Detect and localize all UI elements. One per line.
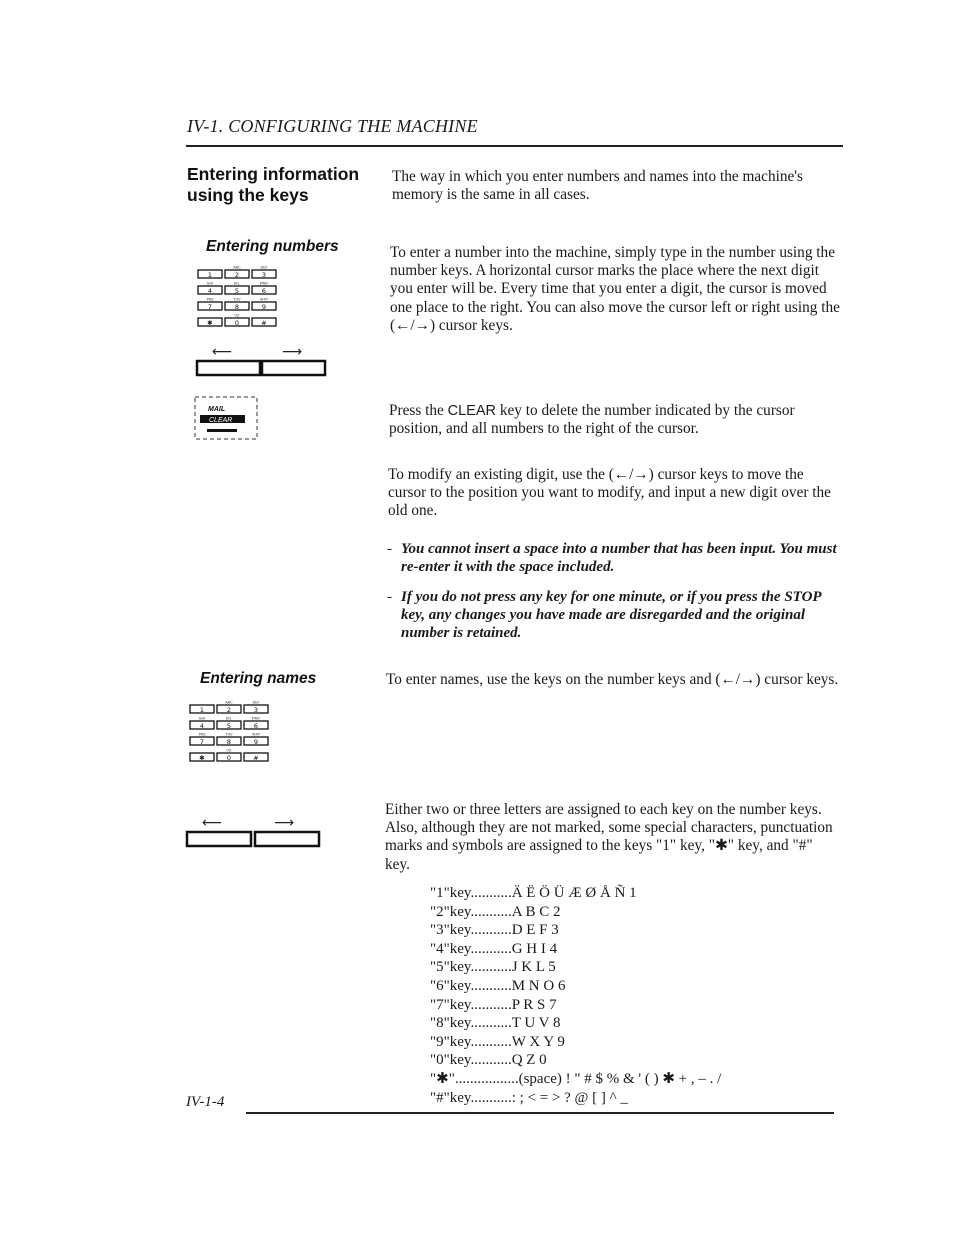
keypad-key-label: # (253, 754, 259, 762)
keypad-key-letters: DEF (260, 265, 268, 270)
leader-dots: ........... (470, 922, 512, 939)
mail-label: MAIL (208, 406, 226, 413)
key-character-table (430, 884, 850, 1107)
keypad-key-letters: JKL (234, 281, 240, 286)
key-characters: T U V 8 (511, 1015, 561, 1032)
keypad-key (252, 298, 276, 312)
left-arrow-icon: ⟵ (212, 344, 233, 360)
keypad-key-label: 6 (253, 722, 259, 730)
key-characters: (space) ! " # $ % & ' ( ) ✱ + , – . / (518, 1070, 722, 1087)
keypad-key-label: 6 (261, 287, 267, 295)
entering-names-title: Entering names (200, 670, 317, 687)
keypad-key-label: 1 (207, 271, 213, 279)
keypad-key-letters: OZ (234, 313, 240, 318)
key-characters: Q Z 0 (511, 1052, 547, 1069)
right-cursor-key (255, 832, 319, 846)
leader-dots: ........... (470, 903, 512, 920)
note-2: - If you do not press any key for one minute, or if you press the STOP key, any changes you have made are disregarded and the original number is retained. (387, 589, 822, 641)
numbers-paragraph-2: Press the CLEAR key to delete the number indicated by the cursor position, and all numbers to the right of the cursor. (389, 402, 795, 438)
page-number: IV-1-4 (186, 1094, 225, 1110)
clear-key-name: CLEAR (447, 403, 496, 419)
key-name: "7"key (430, 996, 471, 1013)
keypad-key (217, 733, 241, 747)
keypad-key-letters: GHI (198, 716, 206, 721)
keypad-key-label: 0 (234, 319, 240, 327)
keypad-key (244, 753, 268, 762)
key-name: "2"key (430, 903, 471, 920)
leader-dots: ........... (470, 1015, 512, 1032)
left-arrow-icon: ⟵ (202, 815, 223, 831)
keypad-key-letters: TUV (233, 297, 241, 302)
key-name: "✱" (430, 1070, 455, 1087)
keypad-key (244, 717, 268, 731)
cursor-keys-illustration (196, 344, 336, 380)
intro-paragraph: The way in which you enter numbers and names into the machine's memory is the same in all cases. (392, 168, 803, 204)
keypad-key-letters: PRS (206, 297, 214, 302)
key-table-row (430, 958, 850, 977)
keypad-key-letters: TUV (225, 732, 233, 737)
key-table-row (430, 1014, 850, 1033)
keypad-key-letters: ABC (233, 265, 241, 270)
names-paragraph-1: To enter names, use the keys on the number keys and (←/→) cursor keys. (386, 671, 839, 688)
keypad-key-letters: WXY (252, 732, 260, 737)
names-paragraph-2: Either two or three letters are assigned to each key on the number keys. Also, although they are not marked, some special characters, punctuation marks and symbols are assigned to the keys "1" key, "✱" key, and "#" key. (385, 801, 833, 873)
keypad-key-label: 9 (253, 738, 259, 746)
entering-numbers-title: Entering numbers (206, 238, 339, 255)
key-characters: J K L 5 (511, 959, 556, 976)
key-characters: M N O 6 (511, 977, 566, 994)
name-keypad-illustration (188, 697, 278, 767)
chapter-title: IV-1. CONFIGURING THE MACHINE (187, 116, 478, 136)
keypad-key-label: 9 (261, 303, 267, 311)
key-name: "6"key (430, 977, 471, 994)
keypad-key-label: 0 (226, 754, 232, 762)
keypad-key (190, 753, 214, 762)
keypad-key (252, 266, 276, 280)
keypad-key-label: ✱ (207, 319, 213, 327)
key-table-row (430, 1089, 850, 1108)
key-name: "3"key (430, 922, 471, 939)
keypad-key (244, 733, 268, 747)
key-table-row (430, 1051, 850, 1070)
key-name: "9"key (430, 1033, 471, 1050)
keypad-key-letters: GHI (206, 281, 214, 286)
keypad-key (244, 701, 268, 715)
key-characters: Ä Ë Ö Ü Æ Ø Å Ñ 1 (511, 885, 637, 901)
key-name: "5"key (430, 959, 471, 976)
keypad-key-letters: WXY (260, 297, 268, 302)
leader-dots: ........... (470, 977, 512, 994)
keypad-key (225, 314, 249, 328)
keypad-key-label: 4 (207, 287, 213, 295)
keypad-key (252, 282, 276, 296)
key-name: "8"key (430, 1015, 471, 1032)
keypad-key (225, 282, 249, 296)
name-cursor-keys-illustration (186, 815, 326, 851)
key-characters: P R S 7 (511, 996, 557, 1013)
section-title-line2: using the keys (187, 185, 309, 205)
keypad-key (217, 749, 241, 763)
key-name: "0"key (430, 1052, 471, 1069)
key-name: "#"key (430, 1089, 471, 1106)
keypad-key (252, 318, 276, 327)
keypad-key (190, 733, 214, 747)
keypad-key (198, 282, 222, 296)
keypad-key (198, 298, 222, 312)
numbers-paragraph-1: To enter a number into the machine, simply type in the number using the number keys. A horizontal cursor marks the place where the next digit you enter will be. Every time that you enter a digit, the cursor is moved one place to the right. You can also move the cursor left or right using the (←/→) cursor keys. (390, 244, 840, 334)
leader-dots: ................. (454, 1070, 519, 1087)
keypad-key-letters: MNO (259, 281, 269, 286)
leader-dots: ........... (470, 1033, 512, 1050)
keypad-key-label: # (261, 319, 267, 327)
note-1: - You cannot insert a space into a number that has been input. You must re-enter it with the space included. (387, 541, 837, 575)
key-table-row (430, 921, 850, 940)
cursor-bar (207, 429, 237, 432)
keypad-key (217, 701, 241, 715)
keypad-key-letters: MNO (251, 716, 261, 721)
keypad-key-label: 2 (226, 706, 232, 714)
right-cursor-key (262, 361, 325, 375)
footer-rule (246, 1112, 834, 1114)
keypad-key (225, 266, 249, 280)
leader-dots: ........... (470, 885, 512, 901)
keypad-key (198, 318, 222, 327)
key-table-row (430, 1070, 850, 1089)
keypad-key-label: 7 (207, 303, 213, 311)
left-cursor-key (187, 832, 251, 846)
right-arrow-icon: ⟶ (282, 344, 303, 360)
keypad-key-label: ✱ (199, 754, 205, 762)
leader-dots: ........... (470, 940, 512, 957)
keypad-key (190, 705, 214, 714)
leader-dots: ........... (470, 996, 512, 1013)
keypad-key-label: 8 (234, 303, 240, 311)
number-keypad-illustration (196, 262, 286, 332)
keypad-key-label: 5 (234, 287, 240, 295)
numbers-paragraph-3: To modify an existing digit, use the (←/→) cursor keys to move the cursor to the position you want to modify, and input a new digit over the old one. (388, 466, 831, 520)
key-table-row (430, 996, 850, 1015)
keypad-key-label: 3 (261, 271, 267, 279)
keypad-key (198, 270, 222, 279)
key-table-row (430, 940, 850, 959)
section-title (187, 164, 359, 206)
keypad-key (217, 717, 241, 731)
keypad-key-letters: DEF (252, 700, 260, 705)
keypad-key-label: 5 (226, 722, 232, 730)
header-rule (186, 145, 843, 147)
key-characters: A B C 2 (511, 903, 561, 920)
clear-label: CLEAR (209, 417, 233, 424)
left-cursor-key (197, 361, 260, 375)
keypad-key-label: 1 (199, 706, 205, 714)
key-characters: : ; < = > ? @ [ ] ^ _ (511, 1089, 628, 1106)
leader-dots: ........... (470, 959, 512, 976)
keypad-key-letters: OZ (226, 748, 232, 753)
key-table-row (430, 1033, 850, 1052)
keypad-key (190, 717, 214, 731)
key-characters: W X Y 9 (511, 1033, 565, 1050)
keypad-key-label: 7 (199, 738, 205, 746)
keypad-key (225, 298, 249, 312)
key-characters: D E F 3 (511, 922, 559, 939)
key-table-row (430, 977, 850, 996)
keypad-key-letters: PRS (198, 732, 206, 737)
keypad-key-label: 4 (199, 722, 205, 730)
key-characters: G H I 4 (511, 940, 558, 957)
section-title-line1: Entering information (187, 164, 360, 184)
key-table-row (430, 903, 850, 922)
key-table-row (430, 884, 850, 903)
leader-dots: ........... (470, 1089, 512, 1106)
keypad-key-letters: JKL (226, 716, 232, 721)
right-arrow-icon: ⟶ (274, 815, 295, 831)
key-name: "1"key (430, 885, 471, 901)
leader-dots: ........... (470, 1052, 512, 1069)
keypad-key-label: 2 (234, 271, 240, 279)
key-name: "4"key (430, 940, 471, 957)
keypad-key-letters: ABC (225, 700, 233, 705)
keypad-key-label: 3 (253, 706, 259, 714)
keypad-key-label: 8 (226, 738, 232, 746)
clear-key-illustration (194, 395, 264, 443)
